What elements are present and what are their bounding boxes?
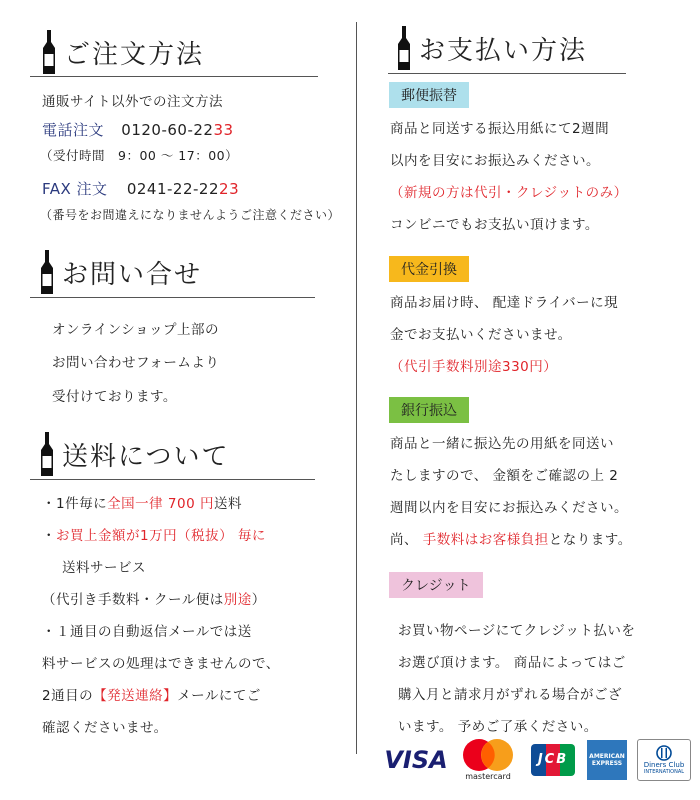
contact-heading-rule [30,297,315,298]
mastercard-circles-icon [459,738,517,772]
shipping-email-note: ・１通目の自動返信メールでは送 [42,624,252,640]
credit-text: お買い物ページにてクレジット払いを [398,623,636,639]
credit-text: います。 予めご了承ください。 [398,719,598,735]
column-divider [356,22,357,754]
order-note: （番号をお間違えになりませんようご注意ください） [40,208,341,222]
shipping-heading [40,432,229,476]
jcb-logo: JCB [529,744,577,776]
bank-transfer-text: たしますので、 金額をご確認の上 2 [390,468,619,484]
card-logos [385,738,691,781]
sake-bottle-icon [397,26,411,70]
cod-fee-note: （代引手数料別途330円） [390,359,558,375]
tel-number[interactable]: 0120-60-2233 [121,121,234,139]
bank-transfer-fee: 尚、 手数料はお客様負担となります。 [390,532,632,548]
order-title: ご注文方法 [64,39,205,70]
mastercard-logo: mastercard [457,738,519,781]
fax-order [42,178,239,199]
diners-club-circle-icon [655,745,673,761]
cod-text: 商品お届け時、 配達ドライバーに現 [390,295,619,311]
amex-logo: AMERICAN EXPRESS [587,740,627,780]
tel-order [42,119,234,140]
credit-text: 購入月と請求月がずれる場合がござ [398,687,622,703]
contact-line: オンラインショップ上部の [52,322,219,338]
postal-transfer-text: 以内を目安にお振込みください。 [390,153,600,169]
visa-logo: VISA [384,745,448,774]
bank-transfer-badge: 銀行振込 [389,397,469,423]
order-heading [42,30,204,74]
fax-number: 0241-22-2223 [126,180,240,198]
payment-heading-rule [388,73,626,74]
order-intro: 通販サイト以外での注文方法 [42,94,224,110]
contact-title: お問い合せ [62,259,203,290]
shipping-free-threshold: ・お買上金額が1万円（税抜） 毎に [42,528,266,544]
cod-text: 金でお支払いくださいませ。 [390,327,572,343]
sake-bottle-icon [40,250,54,294]
postal-transfer-badge: 郵便振替 [389,82,469,108]
diners-club-logo: Diners Club INTERNATIONAL [637,739,691,781]
tel-label: 電話注文 [42,121,105,139]
shipping-heading-rule [30,479,315,480]
credit-text: お選び頂けます。 商品によってはご [398,655,626,671]
postal-transfer-note: （新規の方は代引・クレジットのみ） [390,185,628,201]
sake-bottle-icon [42,30,56,74]
contact-line: 受付けております。 [52,389,177,405]
shipping-title: 送料について [62,441,230,472]
tel-hours: （受付時間 9：00 ～ 17：00） [40,148,239,163]
postal-transfer-text: コンビニでもお支払い頂けます。 [390,217,599,233]
contact-line: お問い合わせフォームより [52,355,220,371]
contact-heading [40,250,202,294]
shipping-email-note: 料サービスの処理はできませんので、 [42,656,280,672]
fax-label: FAX 注文 [42,180,108,198]
shipping-extra-fees: （代引き手数料・クール便は別途） [42,592,266,608]
order-heading-rule [30,76,318,77]
shipping-email-note: 確認くださいませ。 [42,720,168,736]
shipping-flat-rate: ・1件毎に全国一律 700 円送料 [42,496,242,512]
bank-transfer-text: 週間以内を目安にお振込みください。 [390,500,628,516]
credit-badge: クレジット [389,572,483,598]
shipping-email-note: 2通目の【発送連絡】メールにてご [42,688,261,704]
shipping-free-service: 送料サービス [62,560,146,576]
cod-badge: 代金引換 [389,256,469,282]
sake-bottle-icon [40,432,54,476]
payment-heading [397,26,587,70]
postal-transfer-text: 商品と同送する振込用紙にて2週間 [390,121,610,137]
bank-transfer-text: 商品と一緒に振込先の用紙を同送い [390,436,614,452]
payment-title: お支払い方法 [419,35,588,66]
